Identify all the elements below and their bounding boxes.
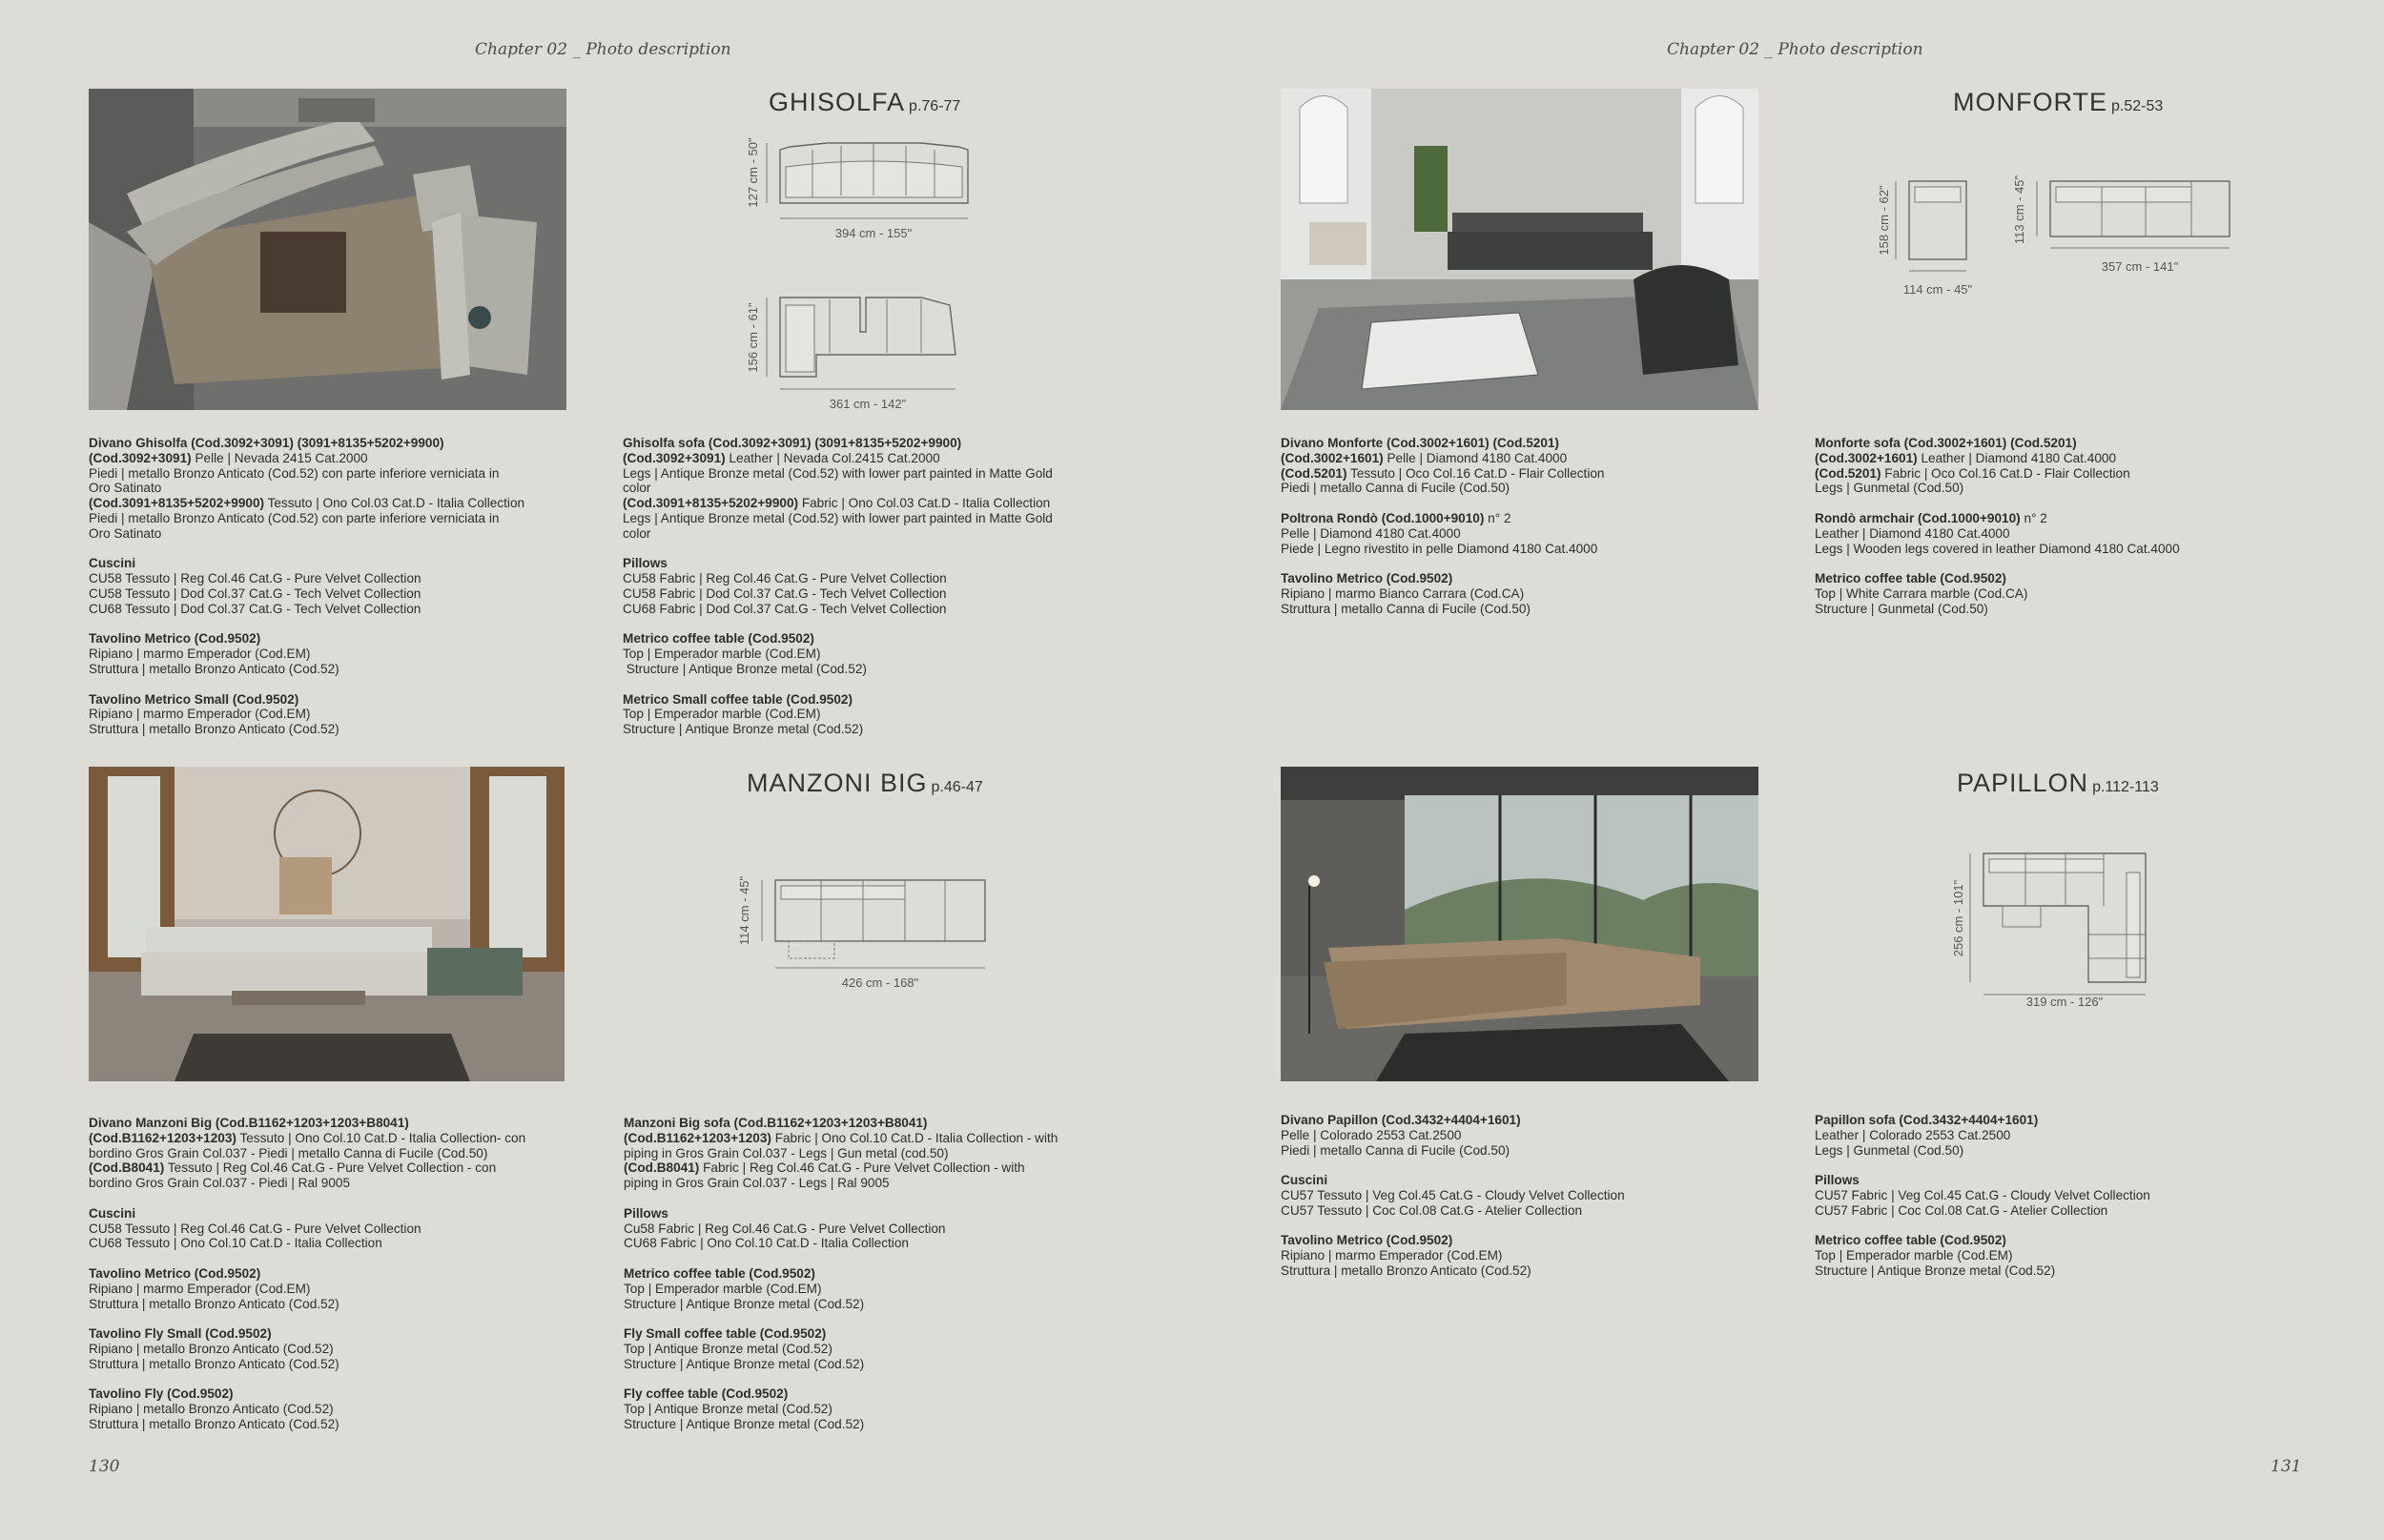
description-line <box>623 692 1114 708</box>
description-block <box>89 436 580 542</box>
description-line <box>1281 1173 1772 1188</box>
description-line <box>1815 481 2306 496</box>
description-line <box>624 1326 1115 1342</box>
description-bold: (Cod.B8041) <box>624 1160 700 1176</box>
description-block <box>1281 1113 1772 1158</box>
description-bold: (Cod.B1162+1203+1203) <box>89 1130 236 1145</box>
description-line <box>1815 1263 2306 1279</box>
description-bold: Rondò armchair (Cod.1000+9010) <box>1815 510 2021 525</box>
description-text: Tessuto | Ono Col.10 Cat.D - Italia Collection- con <box>236 1130 526 1145</box>
description-text: Structure | Antique Bronze metal (Cod.52) <box>1815 1263 2056 1278</box>
ghisolfa-dim-height-1: 127 cm - 50" <box>746 137 760 208</box>
description-line <box>623 631 1114 647</box>
description-line <box>89 647 580 662</box>
description-bold: Tavolino Fly Small (Cod.9502) <box>89 1326 272 1342</box>
description-block <box>89 631 580 676</box>
description-text: CU57 Fabric | Coc Col.08 Cat.G - Atelier Collection <box>1815 1202 2108 1218</box>
description-text: Structure | Antique Bronze metal (Cod.52) <box>623 722 864 737</box>
description-line <box>624 1297 1115 1312</box>
description-line <box>1281 511 1772 526</box>
description-text: Ripiano | marmo Emperador (Cod.EM) <box>1281 1248 1503 1263</box>
description-bold: (Cod.3091+8135+5202+9900) <box>623 496 799 511</box>
description-text: Oro Satinato <box>89 481 162 496</box>
description-text: Struttura | metallo Bronzo Anticato (Cod.52) <box>1281 1263 1531 1278</box>
description-text: Top | White Carrara marble (Cod.CA) <box>1815 585 2028 601</box>
monforte-description-it <box>1281 436 1772 631</box>
description-line <box>1815 451 2306 466</box>
description-line <box>624 1342 1115 1357</box>
description-line <box>624 1282 1115 1297</box>
description-text: piping in Gros Grain Col.037 - Legs | Gun metal (cod.50) <box>624 1145 949 1160</box>
description-block <box>624 1386 1115 1431</box>
description-block <box>624 1326 1115 1371</box>
description-line <box>1815 1143 2306 1159</box>
description-line <box>624 1116 1115 1131</box>
manzoni-photo <box>89 767 565 1081</box>
description-text: CU58 Tessuto | Reg Col.46 Cat.G - Pure Velvet Collection <box>89 571 421 586</box>
papillon-dim-width-1: 319 cm - 126" <box>2025 995 2104 1009</box>
description-line <box>1815 571 2306 586</box>
description-text: Legs | Antique Bronze metal (Cod.52) with lower part painted in Matte Gold <box>623 510 1053 525</box>
papillon-photo <box>1281 767 1758 1081</box>
description-text: CU57 Tessuto | Coc Col.08 Cat.G - Atelier Collection <box>1281 1202 1583 1218</box>
ghisolfa-diagram-1 <box>734 129 1001 243</box>
manzoni-description-en <box>624 1116 1115 1448</box>
description-line <box>1815 526 2306 542</box>
description-line <box>89 511 580 526</box>
description-bold: Metrico coffee table (Cod.9502) <box>1815 1233 2006 1248</box>
manzoni-title: MANZONI BIG p.46-47 <box>747 769 983 797</box>
description-line <box>623 496 1114 511</box>
chapter-header-left: Chapter 02 _ Photo description <box>475 40 731 59</box>
description-line <box>89 1146 580 1161</box>
description-text: Leather | Nevada Col.2415 Cat.2000 <box>725 450 940 465</box>
description-text: Struttura | metallo Bronzo Anticato (Cod.52) <box>89 661 339 676</box>
description-bold: Metrico coffee table (Cod.9502) <box>624 1265 815 1281</box>
description-line <box>1281 436 1772 451</box>
page-number-right: 131 <box>2271 1457 2302 1476</box>
description-text: Structure | Antique Bronze metal (Cod.52) <box>624 1356 865 1371</box>
description-line <box>623 647 1114 662</box>
description-bold: (Cod.3002+1601) <box>1815 450 1918 465</box>
description-line <box>624 1206 1115 1222</box>
description-line <box>624 1236 1115 1251</box>
description-bold: Divano Ghisolfa (Cod.3092+3091) (3091+8135+5202+9900) <box>89 436 444 450</box>
description-text: n° 2 <box>1484 510 1511 525</box>
description-block <box>1815 1233 2306 1278</box>
description-text: Cu58 Fabric | Reg Col.46 Cat.G - Pure Velvet Collection <box>624 1221 946 1236</box>
description-line <box>1815 436 2306 451</box>
description-bold: Cuscini <box>1281 1173 1328 1188</box>
description-bold: Metrico Small coffee table (Cod.9502) <box>623 691 853 707</box>
description-line <box>1281 1233 1772 1248</box>
description-text: Legs | Antique Bronze metal (Cod.52) with lower part painted in Matte Gold <box>623 465 1053 481</box>
ghisolfa-dim-height-2: 156 cm - 61" <box>746 302 760 373</box>
description-line <box>1281 466 1772 482</box>
description-text: Pelle | Diamond 4180 Cat.4000 <box>1383 450 1568 465</box>
description-bold: Divano Manzoni Big (Cod.B1162+1203+1203+B8041) <box>89 1116 409 1130</box>
description-text: Piede | Legno rivestito in pelle Diamond 4180 Cat.4000 <box>1281 541 1598 556</box>
description-text: Leather | Diamond 4180 Cat.4000 <box>1815 525 2010 541</box>
description-bold: Tavolino Metrico (Cod.9502) <box>1281 1233 1453 1248</box>
description-text: CU68 Fabric | Dod Col.37 Cat.G - Tech Velvet Collection <box>623 601 947 616</box>
description-line <box>89 722 580 737</box>
description-text: CU68 Tessuto | Ono Col.10 Cat.D - Italia Collection <box>89 1236 382 1251</box>
description-bold: Tavolino Fly (Cod.9502) <box>89 1386 234 1402</box>
description-block <box>1815 436 2306 496</box>
description-line <box>624 1160 1115 1176</box>
description-bold: Pillows <box>1815 1173 1860 1188</box>
description-line <box>623 707 1114 722</box>
description-text: Structure | Antique Bronze metal (Cod.52) <box>623 661 867 676</box>
chapter-header-right: Chapter 02 _ Photo description <box>1667 40 1923 59</box>
description-text: CU58 Fabric | Reg Col.46 Cat.G - Pure Velvet Collection <box>623 571 947 586</box>
description-text: Top | Emperador marble (Cod.EM) <box>623 707 821 722</box>
description-text: bordino Gros Grain Col.037 - Piedi | Ral 9005 <box>89 1176 351 1191</box>
description-line <box>623 602 1114 617</box>
description-block <box>1815 511 2306 556</box>
description-text: bordino Gros Grain Col.037 - Piedi | metallo Canna di Fucile (Cod.50) <box>89 1145 488 1160</box>
description-line <box>89 662 580 677</box>
description-line <box>89 526 580 542</box>
description-bold: Pillows <box>623 556 668 571</box>
description-line <box>1281 1128 1772 1143</box>
description-line <box>1281 1113 1772 1128</box>
description-line <box>89 1402 580 1417</box>
description-line <box>89 1222 580 1237</box>
description-bold: Tavolino Metrico Small (Cod.9502) <box>89 691 299 707</box>
description-line <box>89 1357 580 1372</box>
description-text: Top | Antique Bronze metal (Cod.52) <box>624 1402 832 1417</box>
description-bold: (Cod.3092+3091) <box>89 450 192 465</box>
description-bold: Divano Monforte (Cod.3002+1601) (Cod.5201) <box>1281 436 1559 450</box>
ghisolfa-dim-width-1: 394 cm - 155" <box>834 226 913 240</box>
description-text: Pelle | Colorado 2553 Cat.2500 <box>1281 1127 1462 1142</box>
description-line <box>624 1222 1115 1237</box>
description-text: Fabric | Reg Col.46 Cat.G - Pure Velvet Collection - with <box>699 1160 1025 1176</box>
description-line <box>89 631 580 647</box>
description-block <box>624 1206 1115 1251</box>
description-text: color <box>623 481 651 496</box>
description-block <box>1281 436 1772 496</box>
description-line <box>89 1417 580 1432</box>
description-text: Top | Emperador marble (Cod.EM) <box>1815 1248 2013 1263</box>
description-block <box>623 436 1114 542</box>
description-line <box>1815 1248 2306 1263</box>
description-line <box>1815 1233 2306 1248</box>
description-text: Structure | Antique Bronze metal (Cod.52) <box>624 1296 865 1311</box>
monforte-dim-width-1: 114 cm - 45" <box>1902 282 1973 297</box>
description-text: Piedi | metallo Bronzo Anticato (Cod.52) con parte inferiore verniciata in <box>89 510 500 525</box>
description-bold: (Cod.5201) <box>1815 465 1881 481</box>
papillon-title: PAPILLON p.112-113 <box>1957 769 2159 797</box>
description-text: Fabric | Oco Col.16 Cat.D - Flair Collection <box>1880 465 2130 481</box>
description-bold: Pillows <box>624 1205 668 1221</box>
description-line <box>624 1131 1115 1146</box>
description-block <box>624 1116 1115 1191</box>
description-block <box>1281 1173 1772 1218</box>
papillon-dim-height-1: 256 cm - 101" <box>1951 879 1965 957</box>
description-line <box>1281 586 1772 602</box>
papillon-diagram-1 <box>1945 844 2174 1016</box>
description-line <box>89 451 580 466</box>
description-block <box>89 1326 580 1371</box>
manzoni-dim-width-1: 426 cm - 168" <box>841 975 919 990</box>
description-text: color <box>623 525 651 541</box>
description-text: CU68 Tessuto | Dod Col.37 Cat.G - Tech Velvet Collection <box>89 601 421 616</box>
description-line <box>623 436 1114 451</box>
description-text: Ripiano | marmo Emperador (Cod.EM) <box>89 707 311 722</box>
monforte-dim-height-1: 158 cm - 62" <box>1877 185 1891 256</box>
description-text: Legs | Wooden legs covered in leather Diamond 4180 Cat.4000 <box>1815 541 2180 556</box>
description-block <box>89 1206 580 1251</box>
description-text: Fabric | Ono Col.10 Cat.D - Italia Collection - with <box>771 1130 1058 1145</box>
description-line <box>624 1266 1115 1282</box>
description-text: n° 2 <box>2020 510 2047 525</box>
description-bold: Metrico coffee table (Cod.9502) <box>623 631 814 647</box>
description-line <box>623 586 1114 602</box>
description-line <box>623 571 1114 586</box>
description-text: Tessuto | Reg Col.46 Cat.G - Pure Velvet Collection - con <box>164 1160 497 1176</box>
description-text: Piedi | metallo Canna di Fucile (Cod.50) <box>1281 1142 1511 1158</box>
description-block <box>1281 511 1772 556</box>
page-number-left: 130 <box>89 1457 120 1476</box>
description-line <box>1815 586 2306 602</box>
description-bold: Papillon sofa (Cod.3432+4404+1601) <box>1815 1113 2039 1127</box>
description-line <box>89 692 580 708</box>
description-line <box>623 451 1114 466</box>
description-line <box>624 1146 1115 1161</box>
description-line <box>89 1116 580 1131</box>
description-block <box>1815 1173 2306 1218</box>
description-text: piping in Gros Grain Col.037 - Legs | Ral 9005 <box>624 1176 890 1191</box>
description-line <box>89 1386 580 1402</box>
description-text: Top | Emperador marble (Cod.EM) <box>624 1281 822 1296</box>
description-line <box>1815 511 2306 526</box>
description-line <box>1281 451 1772 466</box>
description-text: Structure | Gunmetal (Cod.50) <box>1815 601 1988 616</box>
description-line <box>1815 1113 2306 1128</box>
description-line <box>89 1326 580 1342</box>
monforte-dim-height-2: 113 cm - 45" <box>2012 175 2026 245</box>
monforte-diagram-1 <box>1871 172 1976 300</box>
description-bold: (Cod.3002+1601) <box>1281 450 1384 465</box>
description-line <box>1281 1143 1772 1159</box>
ghisolfa-diagram-2 <box>734 286 1001 415</box>
description-bold: Monforte sofa (Cod.3002+1601) (Cod.5201) <box>1815 436 2077 450</box>
description-line <box>89 1176 580 1191</box>
manzoni-dim-height-1: 114 cm - 45" <box>737 875 751 946</box>
description-line <box>89 1342 580 1357</box>
description-text: Fabric | Ono Col.03 Cat.D - Italia Collection <box>798 496 1051 511</box>
description-block <box>1815 571 2306 616</box>
description-text: Structure | Antique Bronze metal (Cod.52) <box>624 1416 865 1431</box>
description-text: Leather | Diamond 4180 Cat.4000 <box>1917 450 2117 465</box>
description-block <box>623 556 1114 616</box>
description-line <box>624 1402 1115 1417</box>
description-line <box>89 436 580 451</box>
description-block <box>89 1386 580 1431</box>
description-line <box>89 1206 580 1222</box>
description-bold: (Cod.3091+8135+5202+9900) <box>89 496 265 511</box>
description-bold: Divano Papillon (Cod.3432+4404+1601) <box>1281 1113 1521 1127</box>
description-line <box>89 586 580 602</box>
description-line <box>623 481 1114 496</box>
description-text: Top | Emperador marble (Cod.EM) <box>623 647 821 662</box>
description-line <box>1281 1203 1772 1219</box>
description-line <box>1281 526 1772 542</box>
description-line <box>1281 571 1772 586</box>
description-text: CU57 Fabric | Veg Col.45 Cat.G - Cloudy Velvet Collection <box>1815 1187 2150 1202</box>
description-line <box>1815 1173 2306 1188</box>
description-bold: Ghisolfa sofa (Cod.3092+3091) (3091+8135+5202+9900) <box>623 436 962 450</box>
description-text: Tessuto | Ono Col.03 Cat.D - Italia Collection <box>264 496 525 511</box>
description-line <box>624 1417 1115 1432</box>
papillon-description-it <box>1281 1113 1772 1294</box>
description-line <box>1281 1188 1772 1203</box>
description-line <box>623 466 1114 482</box>
description-bold: Manzoni Big sofa (Cod.B1162+1203+1203+B8041) <box>624 1116 928 1130</box>
description-line <box>89 496 580 511</box>
description-line <box>89 1266 580 1282</box>
description-block <box>89 692 580 737</box>
description-line <box>89 1131 580 1146</box>
description-text: CU57 Tessuto | Veg Col.45 Cat.G - Cloudy Velvet Collection <box>1281 1187 1625 1202</box>
description-block <box>89 1266 580 1311</box>
description-line <box>89 466 580 482</box>
description-line <box>623 722 1114 737</box>
description-text: Legs | Gunmetal (Cod.50) <box>1815 1142 1964 1158</box>
description-text: Ripiano | metallo Bronzo Anticato (Cod.52) <box>89 1341 334 1356</box>
description-bold: Fly Small coffee table (Cod.9502) <box>624 1326 827 1342</box>
description-line <box>1815 466 2306 482</box>
description-text: Ripiano | marmo Bianco Carrara (Cod.CA) <box>1281 585 1525 601</box>
description-line <box>89 602 580 617</box>
manzoni-diagram-1 <box>730 863 1016 992</box>
monforte-description-en <box>1815 436 2306 631</box>
description-block <box>1281 571 1772 616</box>
description-line <box>1815 1203 2306 1219</box>
description-line <box>89 556 580 571</box>
ghisolfa-photo <box>89 89 566 410</box>
description-line <box>623 526 1114 542</box>
description-line <box>1281 481 1772 496</box>
description-bold: Tavolino Metrico (Cod.9502) <box>89 631 261 647</box>
description-bold: (Cod.3092+3091) <box>623 450 726 465</box>
ghisolfa-dim-width-2: 361 cm - 142" <box>829 397 907 411</box>
description-line <box>1815 542 2306 557</box>
description-bold: Cuscini <box>89 556 136 571</box>
description-text: Leather | Colorado 2553 Cat.2500 <box>1815 1127 2011 1142</box>
description-text: Struttura | metallo Bronzo Anticato (Cod.52) <box>89 1356 339 1371</box>
description-line <box>89 1236 580 1251</box>
description-text: CU58 Fabric | Dod Col.37 Cat.G - Tech Velvet Collection <box>623 585 947 601</box>
description-line <box>623 662 1114 677</box>
description-bold: Tavolino Metrico (Cod.9502) <box>89 1265 261 1281</box>
description-text: CU68 Fabric | Ono Col.10 Cat.D - Italia Collection <box>624 1236 909 1251</box>
ghisolfa-description-en <box>623 436 1114 752</box>
description-text: Pelle | Nevada 2415 Cat.2000 <box>191 450 368 465</box>
manzoni-description-it <box>89 1116 580 1448</box>
description-text: Top | Antique Bronze metal (Cod.52) <box>624 1341 832 1356</box>
monforte-title: MONFORTE p.52-53 <box>1953 88 2164 116</box>
description-line <box>89 481 580 496</box>
description-text: Legs | Gunmetal (Cod.50) <box>1815 481 1964 496</box>
description-line <box>89 1160 580 1176</box>
description-text: Struttura | metallo Bronzo Anticato (Cod.52) <box>89 1416 339 1431</box>
description-line <box>1281 1248 1772 1263</box>
description-line <box>89 1282 580 1297</box>
description-bold: (Cod.5201) <box>1281 465 1347 481</box>
description-block <box>623 692 1114 737</box>
description-text: Struttura | metallo Bronzo Anticato (Cod.52) <box>89 722 339 737</box>
description-text: CU58 Tessuto | Dod Col.37 Cat.G - Tech Velvet Collection <box>89 585 421 601</box>
monforte-dim-width-2: 357 cm - 141" <box>2101 259 2179 274</box>
description-text: CU58 Tessuto | Reg Col.46 Cat.G - Pure Velvet Collection <box>89 1221 421 1236</box>
description-bold: (Cod.B1162+1203+1203) <box>624 1130 771 1145</box>
description-line <box>623 556 1114 571</box>
description-block <box>623 631 1114 676</box>
description-text: Piedi | metallo Bronzo Anticato (Cod.52) con parte inferiore verniciata in <box>89 465 500 481</box>
description-line <box>1815 1128 2306 1143</box>
description-bold: Metrico coffee table (Cod.9502) <box>1815 571 2006 586</box>
description-bold: Cuscini <box>89 1205 136 1221</box>
description-block <box>1281 1233 1772 1278</box>
description-text: Tessuto | Oco Col.16 Cat.D - Flair Collection <box>1346 465 1605 481</box>
description-line <box>89 707 580 722</box>
ghisolfa-title: GHISOLFA p.76-77 <box>769 88 961 116</box>
description-line <box>1281 1263 1772 1279</box>
description-text: Oro Satinato <box>89 525 162 541</box>
description-line <box>1815 1188 2306 1203</box>
description-line <box>1815 602 2306 617</box>
description-bold: Fly coffee table (Cod.9502) <box>624 1386 789 1402</box>
description-line <box>624 1176 1115 1191</box>
description-text: Piedi | metallo Canna di Fucile (Cod.50) <box>1281 481 1511 496</box>
description-block <box>89 556 580 616</box>
description-line <box>624 1357 1115 1372</box>
papillon-description-en <box>1815 1113 2306 1294</box>
description-text: Struttura | metallo Bronzo Anticato (Cod.52) <box>89 1296 339 1311</box>
monforte-photo <box>1281 89 1758 410</box>
monforte-diagram-2 <box>2003 170 2241 279</box>
description-text: Ripiano | marmo Emperador (Cod.EM) <box>89 1281 311 1296</box>
description-line <box>1281 542 1772 557</box>
description-line <box>89 571 580 586</box>
description-text: Pelle | Diamond 4180 Cat.4000 <box>1281 525 1461 541</box>
description-bold: (Cod.B8041) <box>89 1160 165 1176</box>
description-line <box>624 1386 1115 1402</box>
description-bold: Poltrona Rondò (Cod.1000+9010) <box>1281 510 1485 525</box>
description-line <box>89 1297 580 1312</box>
description-block <box>89 1116 580 1191</box>
description-bold: Tavolino Metrico (Cod.9502) <box>1281 571 1453 586</box>
description-text: Ripiano | metallo Bronzo Anticato (Cod.52) <box>89 1402 334 1417</box>
description-block <box>1815 1113 2306 1158</box>
description-text: Struttura | metallo Canna di Fucile (Cod.50) <box>1281 601 1531 616</box>
description-text: Ripiano | marmo Emperador (Cod.EM) <box>89 647 311 662</box>
description-line <box>1281 602 1772 617</box>
description-line <box>623 511 1114 526</box>
ghisolfa-description-it <box>89 436 580 752</box>
description-block <box>624 1266 1115 1311</box>
